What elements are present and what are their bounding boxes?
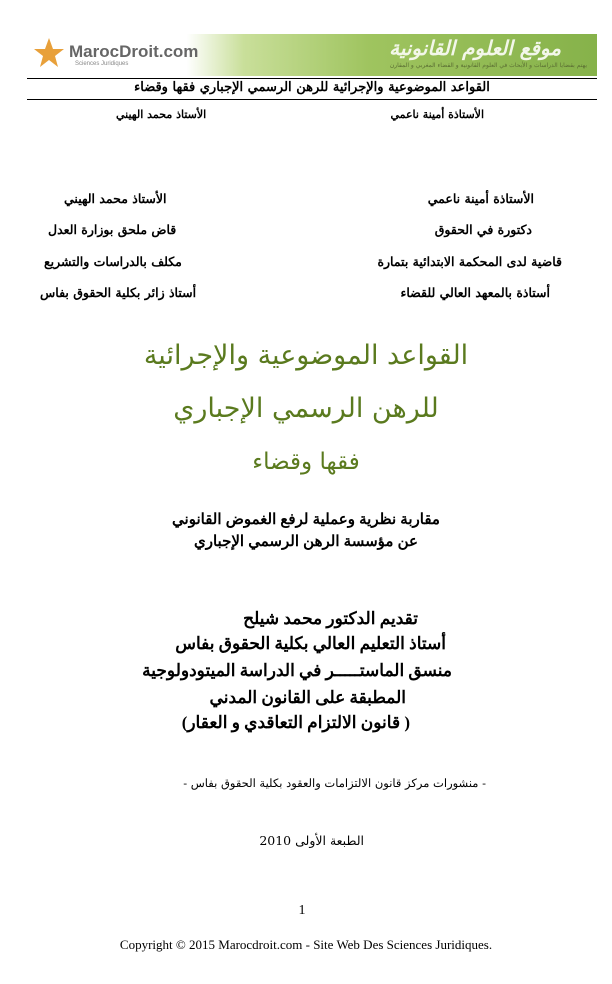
presenter-name: تقديم الدكتور محمد شيلح — [243, 609, 418, 628]
banner-title: موقع العلوم القانونية — [389, 36, 561, 60]
author-left-name: الأستاذ محمد الهيني — [64, 191, 167, 206]
subtitle-line-1: مقاربة نظرية وعملية لرفع الغموض القانوني — [172, 511, 440, 528]
presenter-title: أستاذ التعليم العالي بكلية الحقوق بفاس — [175, 634, 446, 653]
site-banner — [27, 34, 597, 76]
author-left-teaching: أستاذ زائر بكلية الحقوق بفاس — [40, 285, 197, 300]
main-title-line-1: القواعد الموضوعية والإجرائية — [143, 340, 469, 371]
logo-subtext: Sciences Juridiques — [75, 61, 129, 67]
main-title-line-2: للرهن الرسمي الإجباري — [173, 393, 439, 424]
logo-text: MarocDroit.com — [69, 42, 199, 61]
author-left-role: مكلف بالدراسات والتشريع — [44, 254, 182, 269]
author-right-degree: دكتورة في الحقوق — [434, 222, 532, 237]
presenter-field: المطبقة على القانون المدني — [209, 688, 406, 707]
author-right-position: قاضية لدى المحكمة الابتدائية بتمارة — [377, 254, 562, 269]
page-number: 1 — [298, 903, 306, 918]
copyright-footer: Copyright © 2015 Marocdroit.com - Site Web Des Sciences Juridiques. — [119, 937, 493, 952]
author-left-position: قاض ملحق بوزارة العدل — [48, 222, 177, 237]
presenter-coordinator: منسق الماستـــــر في الدراسة الميتودولوجية — [142, 661, 452, 680]
publisher-line: - منشورات مركز قانون الالتزامات والعقود بكلية الحقوق بفاس - — [183, 776, 486, 790]
presenter-specialty: ( قانون الالتزام التعاقدي و العقار) — [181, 713, 410, 732]
header-author-right: الأستاذة أمينة ناعمي — [390, 108, 484, 121]
header-title: القواعد الموضوعية والإجرائية للرهن الرسمي الإجباري فقها وقضاء — [134, 80, 490, 95]
author-right-teaching: أستاذة بالمعهد العالي للقضاء — [400, 285, 550, 300]
banner-subtitle: يهتم بقضايا الدراسات و الأبحاث في العلوم القانونية و القضاء المغربي و المقارن — [389, 62, 587, 69]
main-title-line-3: فقها وقضاء — [252, 449, 360, 475]
edition-line: الطبعة الأولى 2010 — [259, 833, 364, 848]
header-author-left: الأستاذ محمد الهيني — [116, 108, 207, 121]
star-logo-icon — [33, 37, 65, 69]
author-right-name: الأستاذة أمينة ناعمي — [427, 191, 534, 206]
subtitle-line-2: عن مؤسسة الرهن الرسمي الإجباري — [194, 533, 418, 550]
